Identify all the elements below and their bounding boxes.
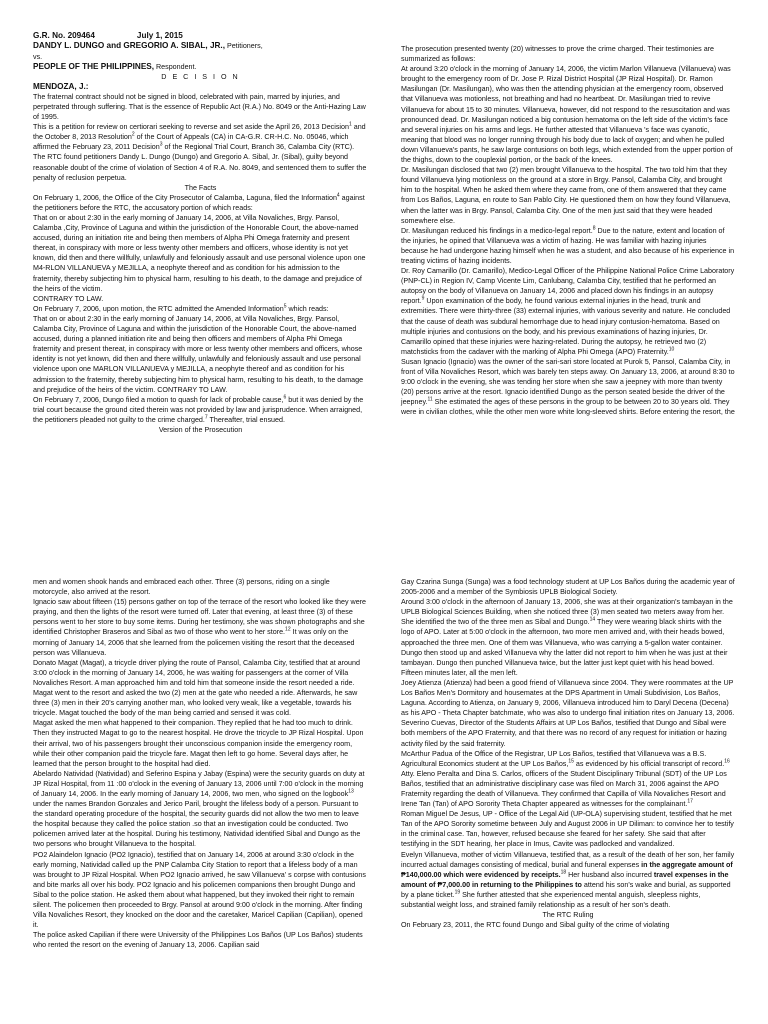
footnote-ref: 17	[687, 798, 693, 805]
paragraph: men and women shook hands and embraced each other. Three (3) persons, riding on a single motorcycle, also arrived at the resort.	[33, 578, 330, 597]
footnote-ref: 2	[131, 131, 135, 138]
paragraph: The police asked Capilian if there were University of the Philippines Los Baños (UP Los Baños) students who rented the resort on the evening of January 13, 2006. Capilian said	[33, 931, 363, 950]
footnote-ref: 14	[589, 617, 596, 623]
paragraph: Evelyn Villanueva, mother of victim Villanueva, testified that, as a result of the death of her son, her family incurred actual damages consisting of medical, burial and funeral expenses in the aggregate amount of ₱140,000.00 which were evidenced by receipts.$^{18}$ Her husband also incurred travel expenses in the amount of ₱7,000.00 in returning to the Philippines to attend his son's wake and burial, as supported by a plane ticket.$^{19}$ She further attested that she experienced mental anguish, sleepless nights, substantial weight loss, and strained family relationship as a result of her son's death.	[401, 850, 735, 909]
paragraph: At around 3:20 o'clock in the morning of January 14, 2006, the victim Marlon Villanueva (Villanueva) was brought to the emergency room of Dr. Jose P. Rizal District Hospital (JP Rizal Hospital). Dr. Ramon Masilungan (Dr. Masilungan), who was then the attending physician at the emergency room, observed that Villanueva was motionless, not breathing and had no heartbeat. Dr. Masilungan tried to revive Villanueva for about 15 to 30 minutes. Villanueva, however, did not respond to the resuscitation and was pronounced dead. Dr. Masilungan noticed a big contusion hematoma on the left side of the victim's face and several injuries on his arms and legs. He further attested that Villanueva 's face was cyanotic, meaning that blood was no longer running through his body due to lack of oxygen; and when he pulled down Villanueva's pants, he saw large contusions on both legs, which extended from the upper portion of the thighs, down to the couplexial portion, or the back of the knees.	[401, 65, 733, 165]
paragraph: Severino Cuevas, Director of the Students Affairs at UP Los Baños, testified that Dungo and Sibal were both members of the APO Fraternity, and that there was no record of any request for initiation or hazing activity filed by the said fraternity.	[401, 719, 727, 748]
paragraph: This is a petition for review on certiorari seeking to reverse and set aside the April 26, 2013 Decision$^1$ and the October 8, 2013 Resolution$^2$ of the Court of Appeals (CA) in CA-G.R. CR-H.C. No. 05046, which affirmed the February 23, 2011 Decision$^3$ of the Regional Trial Court, Branch 36, Calamba City (RTC). The RTC found petitioners Dandy L. Dungo (Dungo) and Gregorio A. Sibal, Jr. (Sibal), guilty beyond reasonable doubt of the crime of violation of Section 4 of R.A. No. 8049, and sentenced them to suffer the penalty of reclusion perpetua.	[33, 121, 367, 182]
paragraph: On February 7, 2006, upon motion, the RTC admitted the Amended Information$^5$ which reads:	[33, 303, 329, 313]
section-heading: Version of the Prosecution	[158, 425, 243, 434]
paragraph: Atty. Eleno Peralta and Dina S. Carlos, officers of the Student Disciplinary Tribunal (SDT) of the UP Los Baños, testified that an administrative disciplinary case was filed on March 31, 2006 against the APO Fraternity regarding the death of Villanueva. They confirmed that Capilla of Villa Novaliches Resort and Irene Tan (Tan) of APO Sorority Theta Chapter appeared as witnesses for the complainant.$^{17}$	[401, 769, 727, 809]
section-heading: The Facts	[184, 183, 217, 192]
column-1	[33, 31, 368, 435]
footnote-ref: 12	[285, 627, 291, 634]
footnote-ref: 11	[427, 396, 433, 403]
paragraph: McArthur Padua of the Office of the Registrar, UP Los Baños, testified that Villanueva was a B.S. Agricultural Economics student at the UP Los Baños,$^{15}$ as evidenced by his official transcript of record.$^{16}$	[401, 749, 730, 768]
gr-number: G.R. No. 209464	[33, 31, 95, 40]
footnote-ref: 13	[348, 788, 354, 795]
paragraph: Dr. Masilungan reduced his findings in a medico-legal report.$^8$ Due to the nature, extent and location of the injuries, he opined that Villanueva was a victim of hazing. He was familiar with hazing injuries because he had undergone hazing himself when he was a student, and also because of his experience in treating victims of hazing incidents.	[401, 225, 735, 265]
respondent-label: Respondent.	[156, 62, 197, 71]
paragraph: Susan Ignacio (Ignacio) was the owner of the sari-sari store located at Purok 5, Pansol, Calamba City, in front of Villa Novaliches Resort, which was barely ten steps away. On January 13, 2006, at around 8:30 to 9:00 o'clock in the evening, she was tending her store when she saw a jeepney with more than twenty (20) persons arrive at the resort. Ignacio identified Dungo as the person seated beside the driver of the jeepney.$^{11}$ She estimated the ages of these persons in the group to be between 20 to 30 years old. They were in civilian clothes, while the other men wore white long-sleeved shirts. Before entering the resort, the	[401, 357, 735, 417]
footnote-ref: 6	[283, 394, 287, 401]
paragraph: Dr. Masilungan disclosed that two (2) men brought Villanueva to the hospital. The two told him that they found Villanueva lying motionless on the ground at a store in Brgy. Pansol, Calamba City, and brought him to the hospital. When he asked them where they came from, one of them answered that they came from Los Baños, Laguna, en route to San Pablo City. He questioned them on how they found Villanueva, when the latter was in Brgy. Pansol, Calamba City. One of the men just said that they were headed somewhere else.	[401, 166, 731, 225]
paragraph: Around 3:00 o'clock in the afternoon of January 13, 2006, she was at their organization's tambayan in the UPLB Biological Sciences Building, when she noticed three (3) men seated two meters away from her. She identified the two of the three men as Sibal and Dungo.$^{14}$ They were wearing black shirts with the logo of APO. Later at 5:00 o'clock in the afternoon, two more men arrived and, with their heads bowed, approached the three men. One of them was Villanueva, who was carrying a 5-gallon water container. Dungo then stood up and asked Villanueva why the latter did not report to him when he was just at their tambayan. Dungo then punched Villanueva twice, but the latter just kept quiet with his head bowed. Fifteen minutes later, all the men left.	[401, 598, 733, 677]
footnote-ref: 9	[421, 295, 425, 302]
respondent-name: PEOPLE OF THE PHILIPPINES,	[33, 61, 155, 71]
paragraph: Dr. Roy Camarillo (Dr. Camarillo), Medico-Legal Officer of the Philippine National Police Crime Laboratory (PNP-CL) in Region IV, Camp Vicente Lim, Canlubang, Calamba City, testified that he performed an autopsy on the body of Villanueva on January 14, 2006 and placed down his findings in an autopsy report.$^9$ Upon examination of the body, he found various external injuries in the head, trunk and extremities. There were thirty-three (33) external injuries, with various severity and nature. He concluded that the cause of death was subdural hemorrhage due to head injury contusion-hematoma. Based on multiple injuries and contusions on the body, and his previous examinations of hazing injuries, Dr. Camarillo opined that these injuries were hazing-related. During the autopsy, he retrieved two (2) matchsticks from the cadaver with the marking of Alpha Phi Omega (APO) Fraternity.$^{10}$	[401, 267, 735, 356]
paragraph: Roman Miguel De Jesus, UP - Office of the Legal Aid (UP-OLA) supervising student, testified that he met Tan of the APO Sorority sometime between July and August 2006 in UP Diliman: to convince her to testify in the criminal case. Tan, however, refused because she feared for her safety. She said that after testifying in the SDT hearing, her place in Imus, Cavite was padlocked and vandalized.	[401, 810, 734, 849]
footnote-ref: 18	[560, 869, 567, 876]
paragraph: The fraternal contract should not be signed in blood, celebrated with pain, marred by injuries, and perpetrated through suffering. That is the essence of Republic Act (R.A.) No. 8049 or the Anti-Hazing Law of 1995.	[33, 92, 366, 122]
footnote-ref: 5	[283, 303, 287, 310]
column-3	[33, 577, 368, 950]
paragraph: Abelardo Natividad (Natividad) and Seferino Espina y Jabay (Espina) were the security guards on duty at JP Rizal Hospital, from 11 :00 o'clock in the evening of January 13, 2006 until 7:00 o'clock in the morning of January 14, 2006. In the early morning of January 14, 2006, two men, who signed on the logbook$^{13}$ under the names Brandon Gonzales and Jerico Paril, brought the lifeless body of a person. Pursuant to the standard operating procedure of the hospital, the security guards did not allow the two men to leave the hospital because they called the police station .so that an investigation could be conducted. Two policemen arrived later at the hospital. During his testimony, Natividad identified Sibal and Dungo as the two persons who brought Villanueva to the hospital.	[33, 769, 365, 849]
paragraph: Ignacio saw about fifteen (15) persons gather on top of the terrace of the resort who looked like they were praying, and then the lights of the resort were turned off. Later that evening, at least three (3) of these persons went to her store to buy some items. During her testimony, she was shown photographs and she identified Christopher Braseros and Sibal as two of those who went to her store.$^{12}$ It was only on the morning of January 14, 2006 that she learned from the policemen visiting the resort that the deceased person was Villanueva.	[33, 598, 367, 657]
footnote-ref: 1	[348, 121, 352, 128]
decision-title: D E C I S I O N	[161, 72, 240, 81]
column-4	[401, 577, 735, 930]
footnote-ref: 10	[668, 346, 675, 353]
decision-date: July 1, 2015	[136, 31, 183, 40]
case-number-line	[33, 31, 368, 41]
footnote-ref: 3	[159, 141, 163, 148]
paragraph: The prosecution presented twenty (20) witnesses to prove the crime charged. Their testimonies are summarized as follows:	[401, 45, 715, 64]
paragraph: CONTRARY TO LAW.	[33, 294, 104, 303]
paragraph: Gay Czarina Sunga (Sunga) was a food technology student at UP Los Baños during the academic year of 2005-2006 and a member of the Symbiosis UPLB Biological Society.	[401, 578, 735, 597]
petitioners-label: Petitioners,	[226, 42, 263, 51]
footnote-ref: 19	[454, 889, 461, 896]
footnote-ref: 16	[724, 758, 730, 765]
petitioners-names: DANDY L. DUNGO and GREGORIO A. SIBAL, JR.,	[33, 41, 225, 51]
column-2	[401, 44, 735, 417]
paragraph: Donato Magat (Magat), a tricycle driver plying the route of Pansol, Calamba City, testified that at around 3:00 o'clock in the morning of January 14, 2006, he was waiting for passengers at the corner of Villa Novaliches Resort. A man approached him and told him that someone inside the resort needed a ride. Magat went to the resort and asked the two (2) men at the gate who needed a ride. Afterwards, he saw three (3) men in their 20's carrying another man, who looked very weak, like a vegetable, towards his tricycle. Magat touched the body of the man being carried and sensed it was cold.	[33, 658, 360, 718]
paragraph: PO2 Alaindelon Ignacio (PO2 Ignacio), testified that on January 14, 2006 at around 3:30 o'clock in the early morning, Natividad called up the PNP Calamba City Station to report that a lifeless body of a man was brought to JP Rizal Hospital. When PO2 Ignacio arrived, he saw Villanueva' s corpse with contusions and bite marks all over his body. PO2 Ignacio and his policemen companions then brought Dungo and Sibal to the police station. He asked them about what happened, but they invoked their right to remain silent. The policemen then proceeded to Brgy. Pansol at around 9:00 o'clock in the morning. After finding Villa Novaliches Resort, they knocked on the door and the caretaker, Maricel Capilian (Capilian), opened it.	[33, 850, 366, 930]
paragraph: On February 23, 2011, the RTC found Dungo and Sibal guilty of the crime of violating	[401, 921, 670, 930]
paragraph: That on or about 2:30 in the early morning of January 14, 2006, at Villa Novaliches, Brgy. Pansol, Calamba City, Province of Laguna and within the jurisdiction of the Honorable Court, the above-named accused, during a planned initiation rite and being then officers and members of Alpha Phi Omega fraternity and present thereat, in conspiracy with more or less twenty other members and officers, whose identity is not yet known, did then and there willfully, unlawfully and feloniously assault and use personal violence upon one MARLON VILLANUEVA y MEJILLA, a neophyte thereof and as condition for his admission to the fraternity, thereby subjecting him to physical harm, resulting to his death, to the damage and prejudice of the heirs of the victim. CONTRARY TO LAW.	[33, 314, 364, 394]
versus: vs.	[33, 52, 43, 61]
paragraph: On February 1, 2006, the Office of the City Prosecutor of Calamba, Laguna, filed the Information$^4$ against the petitioners before the RTC, the accusatory portion of which reads:	[33, 192, 365, 212]
footnote-ref: 15	[568, 758, 574, 765]
petitioners-line	[33, 41, 368, 51]
footnote-ref: 8	[592, 225, 596, 232]
paragraph: On February 7, 2006, Dungo filed a motion to quash for lack of probable cause,$^6$ but it was denied by the trial court because the ground cited therein was not provided by law and jurisprudence. When arraigned, the petitioners pleaded not guilty to the crime charged.$^7$ Thereafter, trial ensued.	[33, 394, 364, 424]
ponente: MENDOZA, J.:	[33, 81, 89, 91]
respondent-line	[33, 62, 368, 72]
section-heading: The RTC Ruling	[542, 911, 594, 920]
paragraph: Magat asked the men what happened to their companion. They replied that he had too much to drink. Then they instructed Magat to go to the nearest hospital. He drove the tricycle to JP Rizal Hospital. Upon their arrival, two of his passengers brought their unconscious companion inside the emergency room, while their other companion paid the tricycle fare. Magat then left to go home. Several days after, he learned that the person brought to the hospital had died.	[33, 719, 364, 768]
paragraph: Joey Atienza (Atienza) had been a good friend of Villanueva since 2004. They were roommates at the UP Los Baños Men's Dormitory and housemates at the DPS Apartment in Umali Subdivision, Los Baños, Laguna. According to Atienza, on January 9, 2006, Villanueva introduced him to Daryl Decena (Decena) as his APO - Theta Chapter batchmate, who was also to undergo final initiation rites on January 13, 2006.	[401, 678, 735, 718]
paragraph: That on or about 2:30 in the early morning of January 14, 2006, at Villa Novaliches, Brgy. Pansol, Calamba ,City, Province of Laguna and within the jurisdiction of the Honorable Court, the above-named accused, during an initiation rite and being then members of Alpha Phi Omega fraternity and present thereat, in conspiracy with more or less twenty other members and officers, whose identity is not yet known, did then and there willfully, unlawfully and feloniously assault and use personal violence upon one M4-RLON VILLANUEVA y MEJILLA, a neophyte thereof and as condition for his admission to the fraternity, thereby subjecting him to physical harm, resulting to his death, to the damage and prejudice of the heirs of the victim.	[33, 214, 366, 293]
footnote-ref: 4	[336, 192, 340, 199]
footnote-ref: 7	[204, 414, 208, 421]
